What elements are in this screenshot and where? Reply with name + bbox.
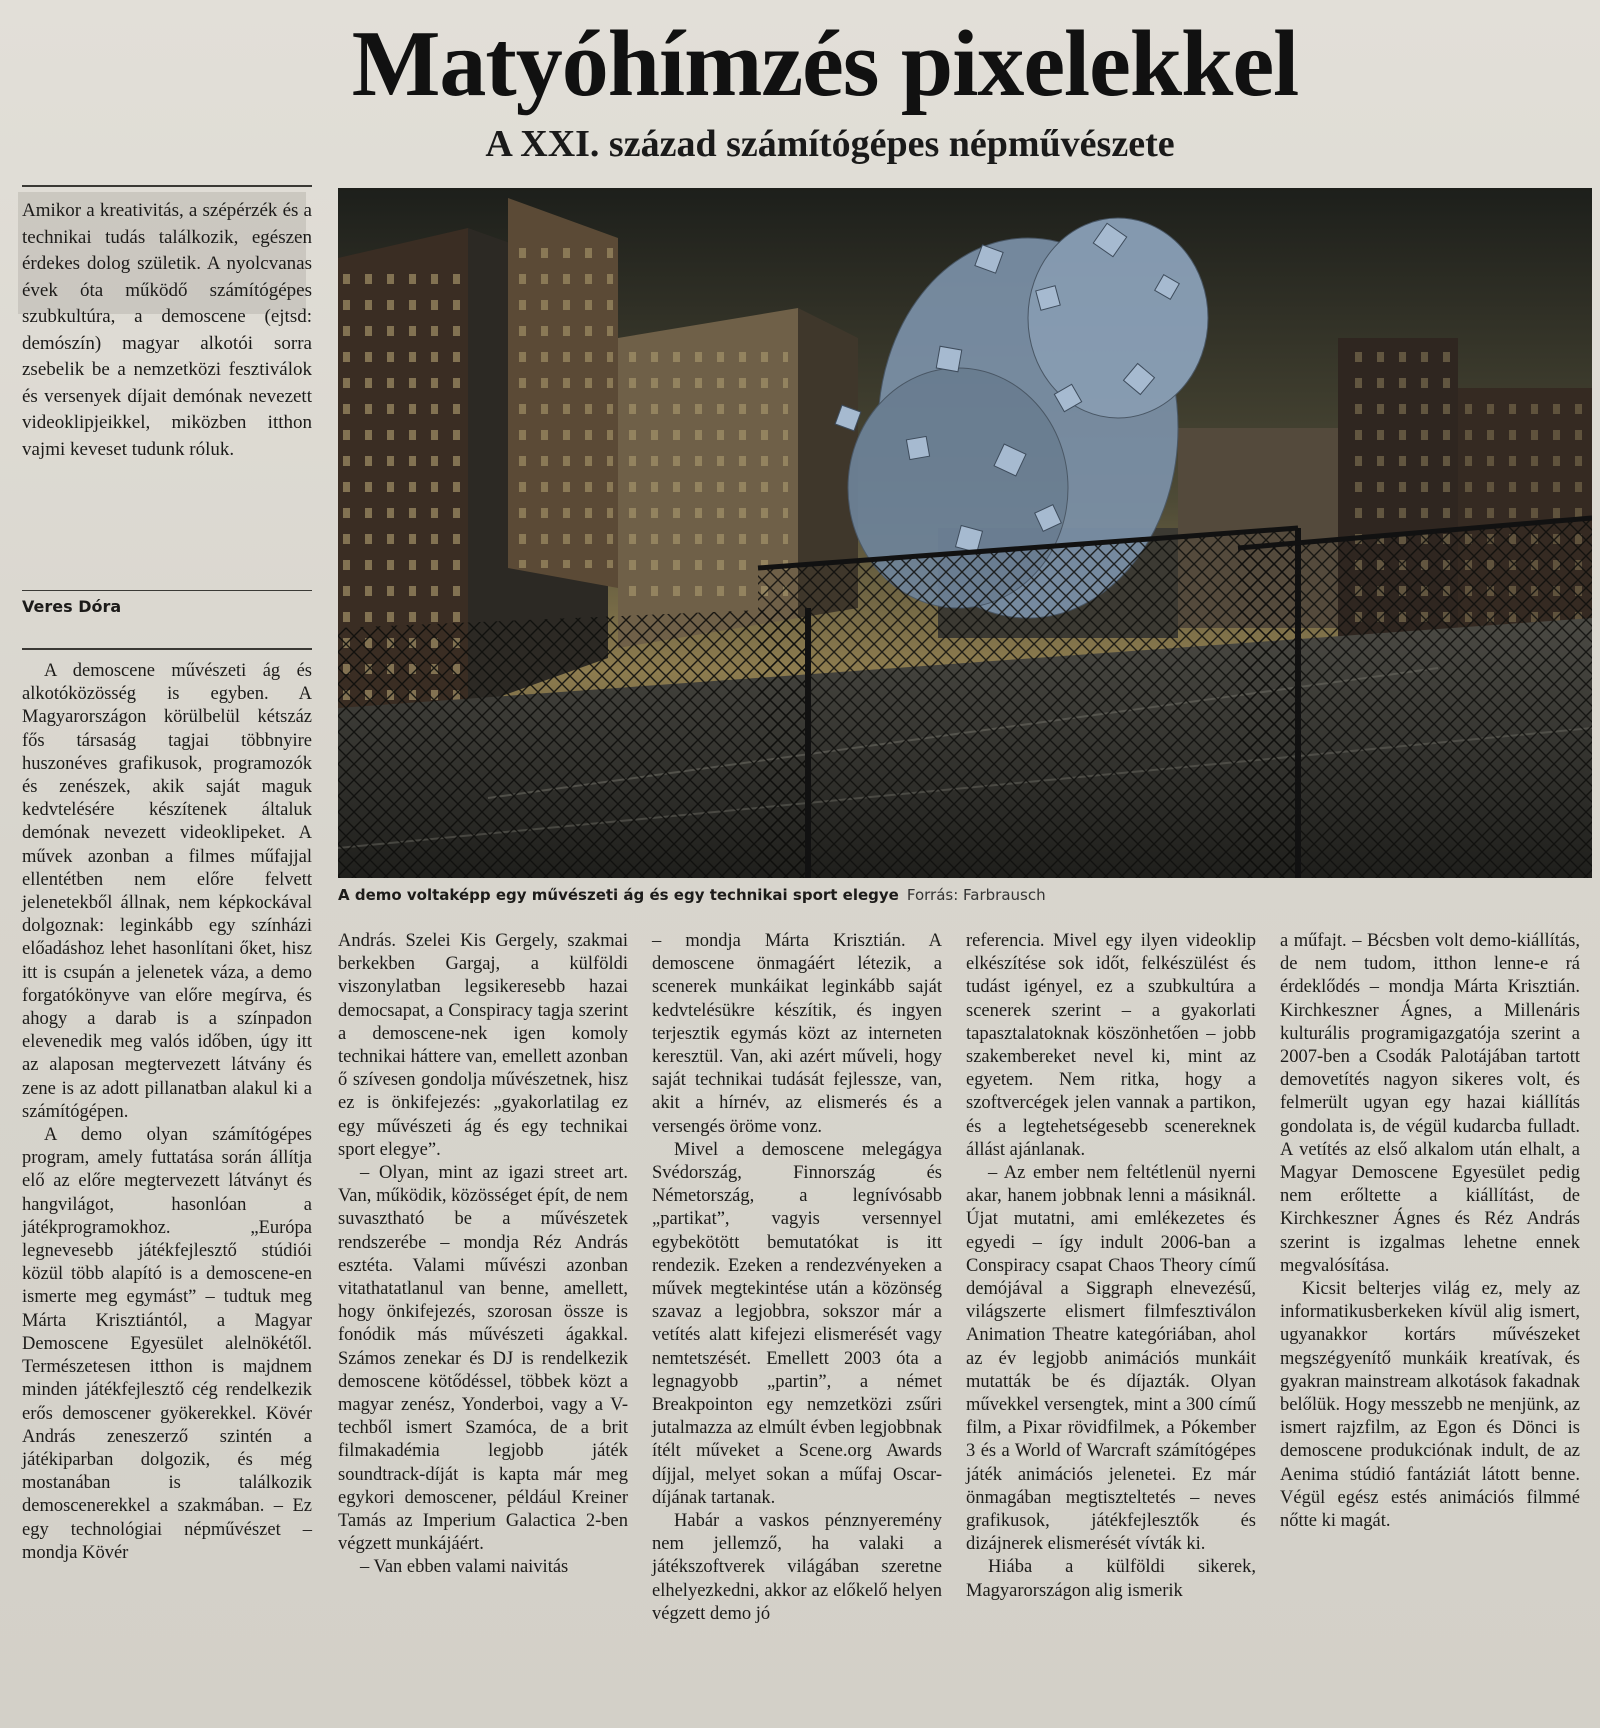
article-column-2 [338,930,628,1720]
column-1-paragraph-1: A demoscene művészeti ág és alkotóközösség is egyben. A Magyarországon körülbelül kétszáz fős társaság tagjai többnyire huszonéves grafikusok, programozók és zenészek, akik saját maguk kedvtelésére készítenek általuk demónak nevezett videoklipeket. A művek azonban a filmes műfajjal ellentétben nem előre felvett jelenetekből állnak, nem képkockával dolgoznak: leginkább egy színházi előadáshoz lehet hasonlítani őket, hisz itt is csupán a jelenetek váza, a demo forgatókönyve van előre megírva, és ahogy a darab is a színpadon elevenedik meg valós időben, úgy itt az alaposan megtervezett látvány és zene is az adott pillanatban alakul ki a számítógépen. [22,661,312,1122]
article-author: Veres Dóra [22,597,122,616]
article-column-1 [22,660,312,1720]
article-column-4 [966,930,1256,1720]
column-3-paragraph-1: – mondja Márta Krisztián. A demoscene önmagáért létezik, a scenerek munkáikat leginkább saját kedvtelésükre készítik, és ingyen terjesztik egymás közt az interneten keresztül. Van, aki azért műveli, hogy saját technikai tudását fejlessze, van, akit a hírnév, az elismerés és a versengés öröme vonz. [652,931,942,1137]
caption-source: Forrás: Farbrausch [906,886,1046,904]
article-photo [338,188,1592,878]
column-4-paragraph-1: referencia. Mivel egy ilyen videoklip elkészítése sok időt, felkészülést és tudást igényel, ez a szubkultúra a scenerek szerint – a gyakorlati tapasztalatoknak köszönhetően – jobb szakembereket nevel ki, mint az egyetem. Nem ritka, hogy a szoftvercégek jelen vannak a partikon, és a legtehetségesebb scenereknek állást ajánlanak. [966,931,1256,1160]
column-3-paragraph-3: Habár a vaskos pénznyeremény nem jellemző, ha valaki a játékszoftverek világában szeretne elhelyezkedni, akkor az előkelő helyen végzett demo jó [652,1511,942,1624]
column-5-paragraph-1: a műfajt. – Bécsben volt demo-kiállítás, de nem tudom, itthon lenne-e rá érdeklődés – mondja Márta Krisztián. Kirchkeszner Ágnes, a Millenáris kulturális programigazgatója szerint a 2007-ben a Csodák Palotájában tartott demovetítés nagyon sikeres volt, és felmerült ugyan egy hazai kiállítás gondolata is, de végül kudarcba fulladt. A vetítés az első alkalom után elhalt, a Magyar Demoscene Egyesület pedig nem erőltette a kiállítást, de Kirchkeszner Ágnes és Réz András szerint is izgalmas lehetne ennek megvalósítása. [1280,931,1580,1276]
article-column-5 [1280,930,1580,1720]
column-4-paragraph-3: Hiába a külföldi sikerek, Magyarországon alig ismerik [966,1557,1256,1601]
column-2-paragraph-1: András. Szelei Kis Gergely, szakmai berkekben Gargaj, a külföldi viszonylatban legsikeresebb hazai democsapat, a Conspiracy tagja szerint a demoscene-nek igen komoly technikai háttere van, emellett azonban ő szívesen gondolja művészetnek, hisz ez is önkifejezés: „gyakorlatilag ez egy művészeti ág és egy technikai sport elegye”. [338,931,628,1160]
article-lead: Amikor a kreativitás, a szépérzék és a technikai tudás találkozik, egészen érdekes dolog születik. A nyolcvanas évek óta működő számítógépes szubkultúra, a demoscene (ejtsd: demószín) magyar alkotói sorra zsebelik be a nemzetközi fesztiválok és versenyek díjait demónak nevezett videoklipjeikkel, miközben itthon vajmi keveset tudunk róluk. [22,200,312,460]
article-headline: Matyóhímzés pixelekkel [351,12,1299,116]
caption-text: A demo voltaképp egy művészeti ág és egy technikai sport elegye [338,886,899,904]
column-2-paragraph-2: – Olyan, mint az igazi street art. Van, működik, közösséget épít, de nem suvasztható be a művészetek rendszerébe – mondja Réz András esztéta. Valami művészi azonban vitathatatlanul van benne, amellett, hogy önkifejezés, szorosan össze is fonódik más művészeti ágakkal. Számos zenekar és DJ is rendelkezik demoscene kötődéssel, többek közt a magyar zenész, Yonderboi, vagy a V-techből ismert Szamóca, de a brit filmakadémia legjobb játék soundtrack-díját is kapta már meg egykori demoscener, például Kreiner Tamás az Imperium Galactica 2-ben végzett munkájáért. [338,1163,628,1555]
column-4-paragraph-2: – Az ember nem feltétlenül nyerni akar, hanem jobbnak lenni a másiknál. Újat mutatni, ami emlékezetes és egyedi – így indult 2006-ban a Conspiracy csapat Chaos Theory című demójával a Siggraph elnevezésű, világszerte elismert filmfesztiválon Animation Theatre kategóriában, ahol az év legjobb animációs munkáit mutatták be és díjazták. Olyan művekkel versengtek, mint a 300 című film, a Pixar rövidfilmek, a Pókember 3 és a World of Warcraft számítógépes játék animációs jelenetei. Ez már önmagában megtiszteltetés – neves grafikusok, játékfejlesztők és dizájnerek elismerését vívták ki. [966,1163,1256,1555]
photo-caption [338,886,1046,904]
column-1-paragraph-2: A demo olyan számítógépes program, amely futtatása során állítja elő az előre megtervezett látványt és hangvilágot, hasonlóan a játékprogramokhoz. „Európa legnevesebb játékfejlesztő stúdiói közül több alapító is a demoscene-en ismerte meg egymást” – tudtuk meg Márta Krisztiántól, a Magyar Demoscene Egyesület alelnökétől. Természetesen itthon is majdnem minden játékfejlesztő cég rendelkezik erős demoscener gyökerekkel. Kövér András zeneszerző szintén a játékiparban dolgozik, és még mostanában is találkozik demoscenerekkel a szakmában. – Ez egy technológiai népművészet – mondja Kövér [22,1125,312,1563]
article-column-3 [652,930,942,1720]
lead-bottom-rule [22,590,312,591]
column-2-paragraph-3: – Van ebben valami naivitás [360,1557,569,1578]
demo-scene-illustration [338,188,1592,878]
byline-bottom-rule [22,648,312,650]
article-subheadline: A XXI. század számítógépes népművészete [485,123,1175,165]
column-3-paragraph-2: Mivel a demoscene melegágya Svédország, Finnország és Németország, a legnívósabb „partikat”, vagyis versennyel egybekötött bemutatókat is itt rendezik. Ezeken a rendezvényeken a művek megtekintése után a közönség szavaz a legjobbra, sokszor már a vetítés alatt kifejezi elismerését vagy nemtetszését. Emellett 2003 óta a legnagyobb „partin”, a német Breakpointon egy nemzetközi zsűri jutalmazza az elmúlt évben legjobbnak ítélt műveket a Scene.org Awards díjjal, melyet sokan a műfaj Oscar-díjának tartanak. [652,1139,942,1508]
column-5-paragraph-2: Kicsit belterjes világ ez, mely az informatikusberkeken kívül alig ismert, ugyanakkor kortárs művészeket megszégyenítő munkáik kreatívak, és gyakran mainstream alkotások fakadnak belőlük. Hogy messzebb ne menjünk, az ismert rajzfilm, az Egon és Dönci is demoscene produkciónak indult, de az Aenima stúdió fantáziát látott benne. Végül egész estés animációs filmmé nőtte ki magát. [1280,1279,1580,1532]
lead-top-rule [22,185,312,187]
